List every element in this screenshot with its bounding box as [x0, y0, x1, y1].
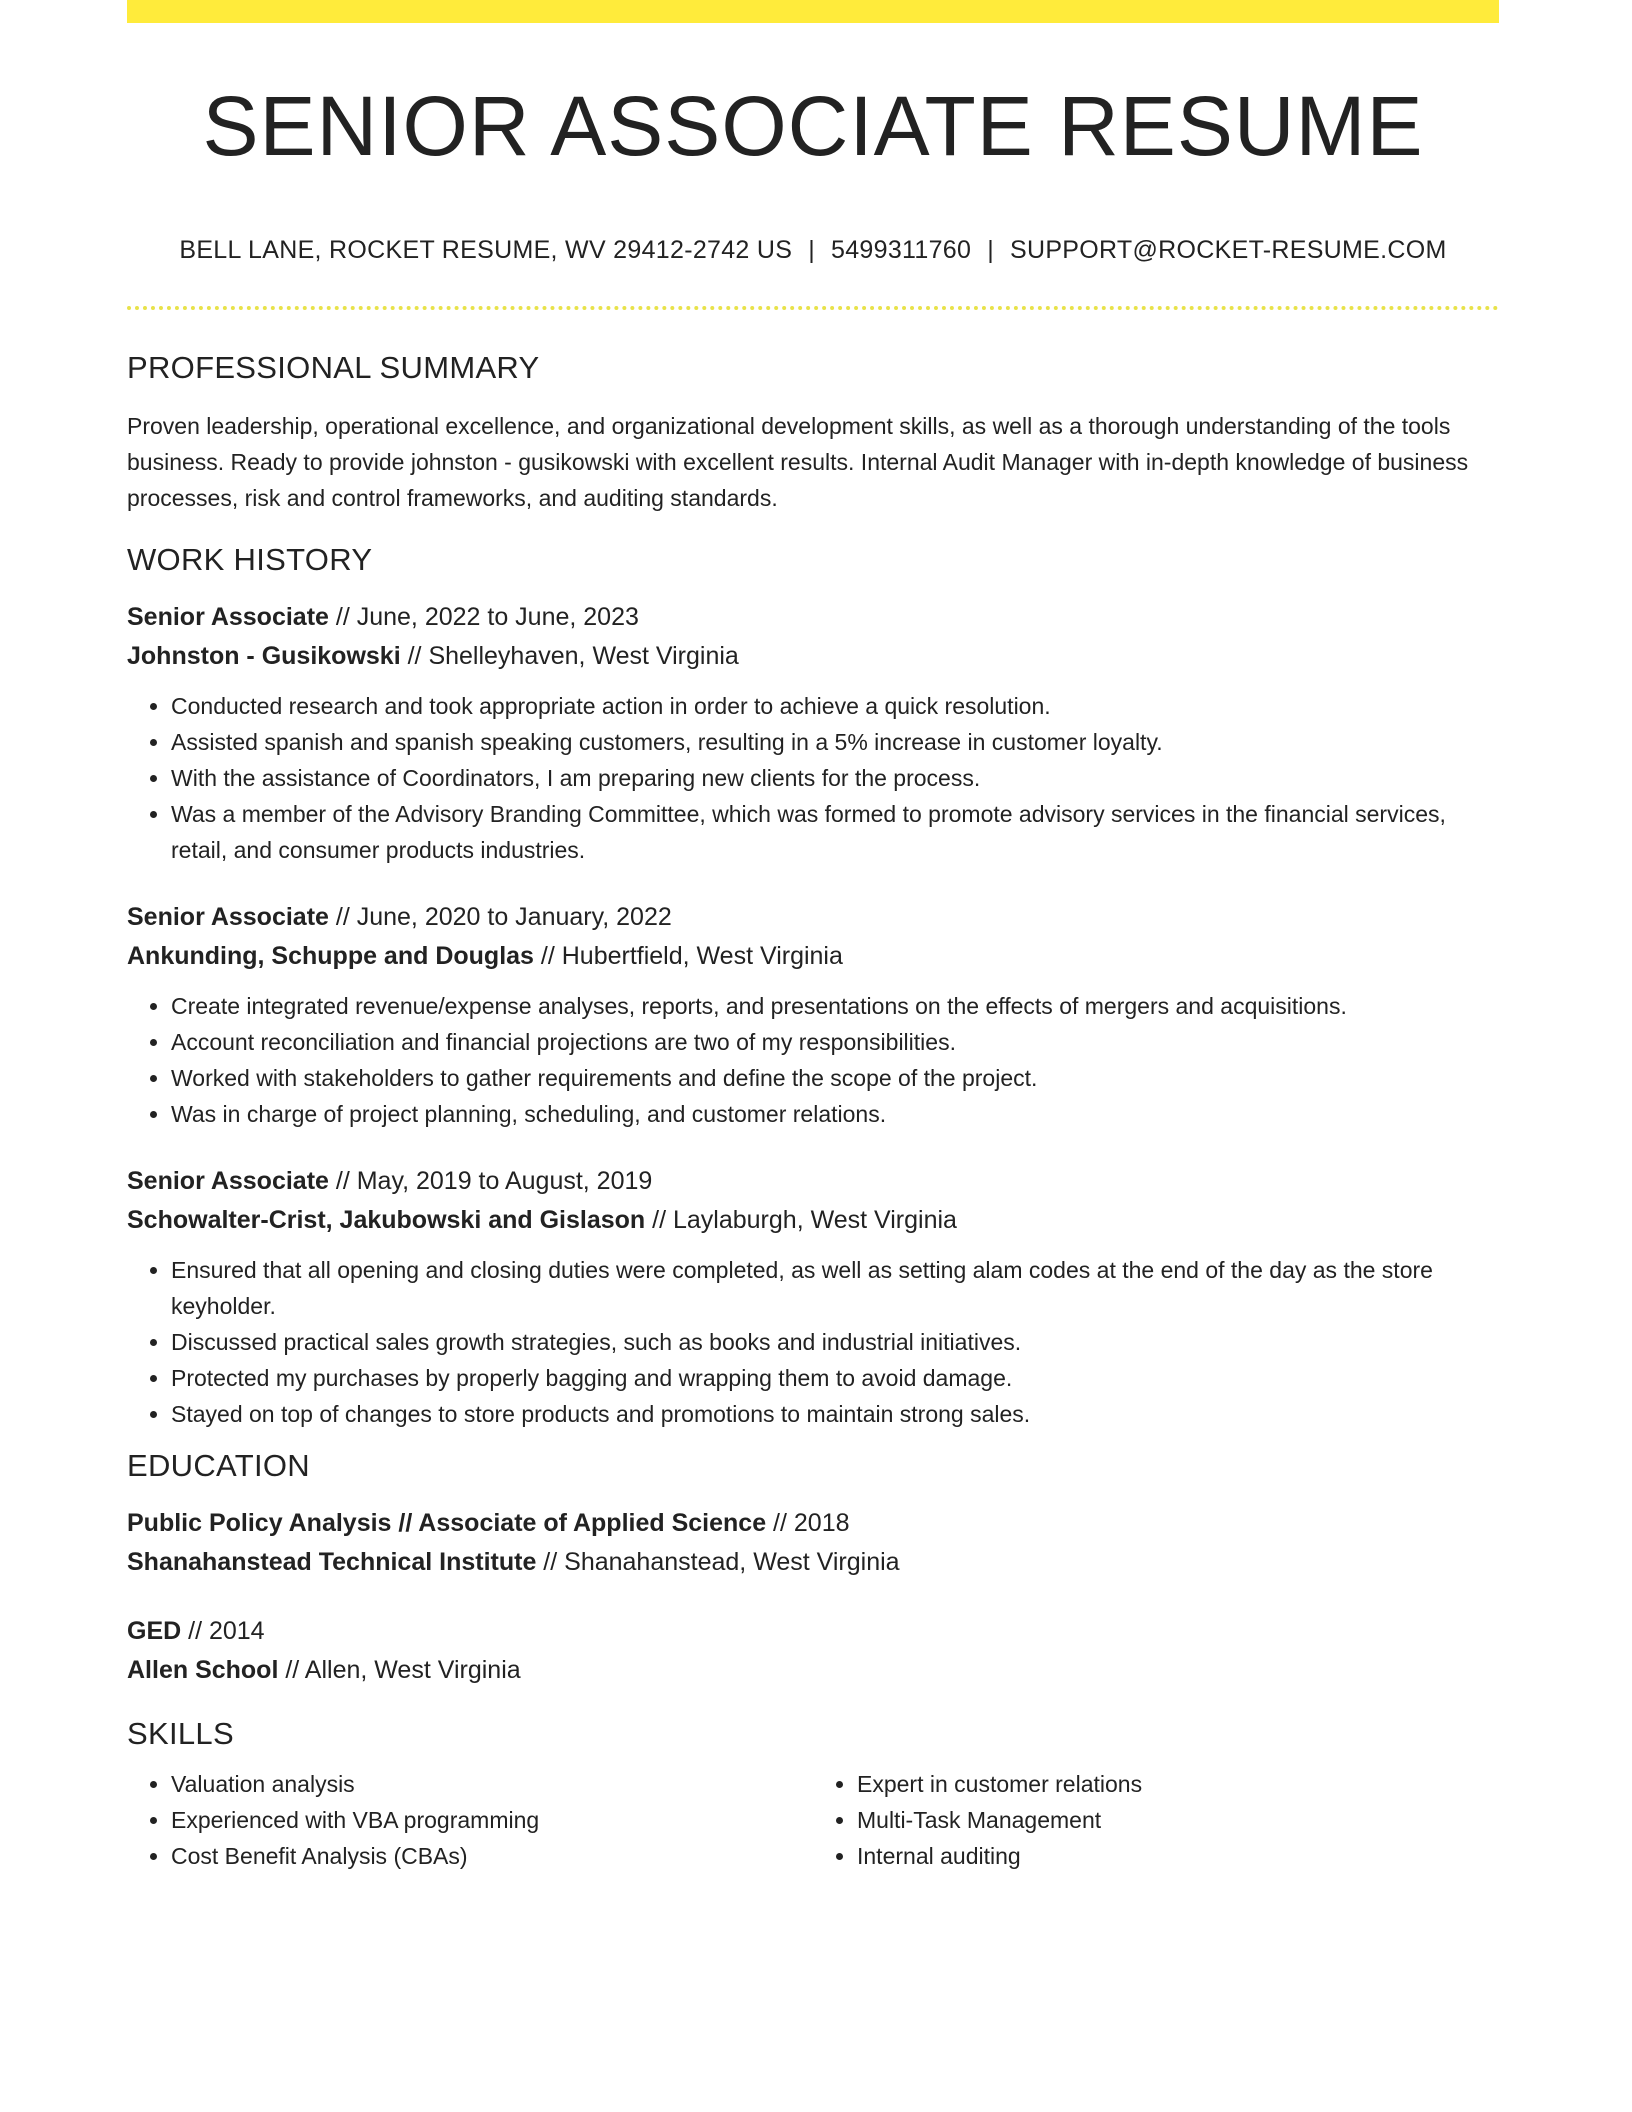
- job-role-line: [127, 598, 1499, 637]
- job-company: Schowalter-Crist, Jakubowski and Gislason: [127, 1206, 646, 1234]
- job-company: Ankunding, Schuppe and Douglas: [127, 942, 534, 970]
- job-entry: [127, 1162, 1499, 1432]
- skills-right-column: [813, 1766, 1499, 1874]
- education-degree-line: [127, 1612, 1499, 1651]
- job-bullet: • With the assistance of Coordinators, I am preparing new clients for the process.: [171, 760, 1499, 796]
- job-bullet: • Stayed on top of changes to store products and promotions to maintain strong sales.: [171, 1396, 1499, 1432]
- job-dates: // June, 2020 to January, 2022: [328, 903, 672, 931]
- education-school-line: [127, 1651, 1499, 1690]
- job-bullet: • Conducted research and took appropriate action in order to achieve a quick resolution.: [171, 688, 1499, 724]
- resume-body: [127, 350, 1499, 1874]
- job-role: Senior Associate: [127, 1167, 329, 1195]
- job-bullet: • Was in charge of project planning, scheduling, and customer relations.: [171, 1096, 1499, 1132]
- dotted-divider: [127, 306, 1499, 310]
- job-bullet: • Protected my purchases by properly bagging and wrapping them to avoid damage.: [171, 1360, 1499, 1396]
- education-degree: GED: [127, 1617, 182, 1645]
- education-year: // 2018: [766, 1509, 850, 1537]
- education-school: Shanahanstead Technical Institute: [127, 1548, 537, 1576]
- work-history-section: [127, 542, 1499, 1432]
- section-title-summary: PROFESSIONAL SUMMARY: [127, 350, 540, 385]
- summary-text: Proven leadership, operational excellence, and organizational development skills, as well as a thorough understanding of the tools business. Ready to provide johnston - gusikowski with excellent results. Internal Audit Manager with in-depth knowledge of business processes, risk and control frameworks, and auditing standards.: [127, 413, 1469, 511]
- job-bullets: [127, 1252, 1499, 1432]
- education-entry: [127, 1504, 1499, 1582]
- job-bullet: • Ensured that all opening and closing duties were completed, as well as setting alam codes at the end of the day as the store keyholder.: [171, 1252, 1499, 1324]
- skill-item: • Multi-Task Management: [857, 1802, 1499, 1838]
- skills-left-column: [127, 1766, 813, 1874]
- accent-bar: [127, 0, 1499, 23]
- education-entry: [127, 1612, 1499, 1690]
- education-location: // Allen, West Virginia: [278, 1656, 521, 1684]
- job-role-line: [127, 898, 1499, 937]
- job-company-line: [127, 637, 1499, 676]
- contact-phone: 5499311760: [831, 236, 972, 264]
- skills-columns: [127, 1766, 1499, 1874]
- job-dates: // May, 2019 to August, 2019: [328, 1167, 653, 1195]
- section-title-skills: SKILLS: [127, 1716, 234, 1751]
- education-school-line: [127, 1543, 1499, 1582]
- education-degree: Public Policy Analysis // Associate of Applied Science: [127, 1509, 767, 1537]
- job-bullet: • Discussed practical sales growth strategies, such as books and industrial initiatives.: [171, 1324, 1499, 1360]
- job-bullets: [127, 688, 1499, 868]
- skill-item: • Valuation analysis: [171, 1766, 813, 1802]
- job-location: // Laylaburgh, West Virginia: [645, 1206, 957, 1234]
- education-year: // 2014: [181, 1617, 265, 1645]
- job-dates: // June, 2022 to June, 2023: [328, 603, 639, 631]
- contact-separator: |: [808, 236, 815, 264]
- job-role: Senior Associate: [127, 603, 329, 631]
- job-company: Johnston - Gusikowski: [127, 642, 401, 670]
- job-bullet: • Was a member of the Advisory Branding Committee, which was formed to promote advisory services in the financial services, retail, and consumer products industries.: [171, 796, 1499, 868]
- job-bullet: • Create integrated revenue/expense analyses, reports, and presentations on the effects of mergers and acquisitions.: [171, 988, 1499, 1024]
- job-entry: [127, 898, 1499, 1132]
- contact-line: [127, 236, 1499, 265]
- job-role-line: [127, 1162, 1499, 1201]
- job-role: Senior Associate: [127, 903, 329, 931]
- education-school: Allen School: [127, 1656, 279, 1684]
- summary-section: [127, 350, 1499, 516]
- education-section: [127, 1448, 1499, 1690]
- job-location: // Shelleyhaven, West Virginia: [400, 642, 739, 670]
- skill-item: • Expert in customer relations: [857, 1766, 1499, 1802]
- skill-item: • Experienced with VBA programming: [171, 1802, 813, 1838]
- job-bullets: [127, 988, 1499, 1132]
- job-bullet: • Worked with stakeholders to gather requirements and define the scope of the project.: [171, 1060, 1499, 1096]
- education-degree-line: [127, 1504, 1499, 1543]
- job-bullet: • Assisted spanish and spanish speaking customers, resulting in a 5% increase in customer loyalty.: [171, 724, 1499, 760]
- job-entry: [127, 598, 1499, 868]
- education-location: // Shanahanstead, West Virginia: [536, 1548, 900, 1576]
- contact-email: SUPPORT@ROCKET-RESUME.COM: [1009, 236, 1447, 264]
- job-location: // Hubertfield, West Virginia: [533, 942, 843, 970]
- section-title-education: EDUCATION: [127, 1448, 310, 1483]
- job-bullet: • Account reconciliation and financial projections are two of my responsibilities.: [171, 1024, 1499, 1060]
- section-title-work-history: WORK HISTORY: [127, 542, 373, 577]
- contact-address: BELL LANE, ROCKET RESUME, WV 29412-2742 US: [179, 236, 793, 264]
- job-company-line: [127, 937, 1499, 976]
- skills-section: [127, 1716, 1499, 1874]
- resume-title: SENIOR ASSOCIATE RESUME: [202, 79, 1424, 173]
- skill-item: • Internal auditing: [857, 1838, 1499, 1874]
- job-company-line: [127, 1201, 1499, 1240]
- skill-item: • Cost Benefit Analysis (CBAs): [171, 1838, 813, 1874]
- contact-separator: |: [987, 236, 994, 264]
